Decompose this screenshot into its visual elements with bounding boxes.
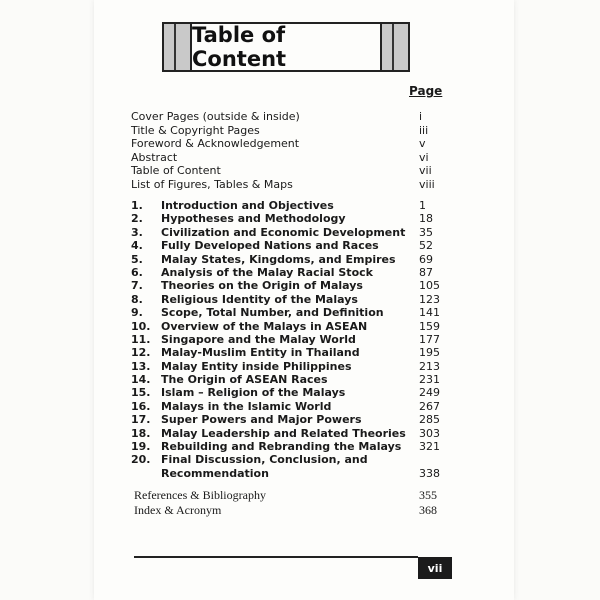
- chapter-page: 105: [419, 279, 440, 293]
- chapter-title: Singapore and the Malay World: [161, 332, 356, 346]
- chapter-title: Overview of the Malays in ASEAN: [161, 319, 368, 333]
- chapter-number: 14.: [131, 373, 151, 387]
- chapter-page: 267: [419, 399, 440, 413]
- chapter-number: 18.: [131, 426, 151, 440]
- chapter-entry: [131, 346, 440, 360]
- chapter-entry: [131, 386, 440, 400]
- chapter-page: 87: [419, 265, 433, 279]
- chapter-page: 35: [419, 225, 433, 239]
- chapter-entry: [131, 426, 440, 440]
- chapter-entry: [131, 319, 440, 333]
- chapter-number: 12.: [131, 346, 151, 360]
- entry-label: List of Figures, Tables & Maps: [131, 177, 293, 191]
- front-matter-list: [131, 110, 435, 192]
- chapter-number: 9.: [131, 306, 143, 320]
- chapter-page: 18: [419, 212, 433, 226]
- chapter-title: Fully Developed Nations and Races: [161, 239, 379, 253]
- chapter-page: 338: [419, 466, 440, 480]
- chapter-page: 213: [419, 359, 440, 373]
- toc-entry: [134, 488, 437, 503]
- toc-entry: [131, 137, 431, 151]
- chapter-title: Malays in the Islamic World: [161, 399, 332, 413]
- entry-page: vii: [419, 164, 432, 178]
- toc-entry: [131, 177, 435, 192]
- chapter-number: 19.: [131, 440, 151, 454]
- chapter-number: 16.: [131, 399, 151, 413]
- chapter-entry: [131, 199, 431, 212]
- chapter-number: 15.: [131, 386, 151, 400]
- chapter-entry: [131, 453, 440, 480]
- chapter-number: 5.: [131, 252, 143, 266]
- entry-label: Table of Content: [131, 164, 221, 178]
- chapter-page: 123: [419, 292, 440, 306]
- chapter-number: 11.: [131, 332, 151, 346]
- chapter-entry: [131, 266, 431, 279]
- chapter-entry: [131, 292, 440, 306]
- chapter-page: 177: [419, 332, 440, 346]
- entry-label: Cover Pages (outside & inside): [131, 110, 300, 123]
- entry-page: v: [419, 137, 426, 151]
- chapter-page: 141: [419, 306, 440, 320]
- chapter-number: 8.: [131, 292, 143, 306]
- chapter-page: 159: [419, 319, 440, 333]
- chapter-page: 52: [419, 239, 433, 253]
- entry-page: vi: [419, 150, 429, 164]
- chapter-number: 10.: [131, 319, 151, 333]
- chapter-number: 4.: [131, 239, 143, 253]
- chapter-page: 195: [419, 346, 440, 360]
- toc-entry: [134, 502, 437, 518]
- toc-entry: [131, 124, 431, 138]
- toc-entry: [131, 164, 431, 178]
- chapter-entry: [131, 413, 440, 427]
- chapter-entry: [131, 306, 440, 320]
- chapter-title: Malay States, Kingdoms, and Empires: [161, 252, 396, 266]
- chapter-title: Malay Entity inside Philippines: [161, 359, 352, 373]
- entry-page: 368: [419, 502, 437, 517]
- chapter-title: The Origin of ASEAN Races: [161, 373, 328, 387]
- chapter-number: 17.: [131, 413, 151, 427]
- chapter-title: Super Powers and Major Powers: [161, 413, 362, 427]
- chapter-entry: [131, 279, 440, 293]
- chapter-title-continued: Recommendation: [161, 466, 269, 480]
- chapter-entry: [131, 373, 440, 387]
- chapter-page: 249: [419, 386, 440, 400]
- entry-page: i: [419, 110, 423, 123]
- chapter-title: Malay-Muslim Entity in Thailand: [161, 346, 360, 360]
- chapter-number: 3.: [131, 225, 143, 239]
- chapter-entry: [131, 359, 440, 373]
- chapter-entry: [131, 332, 440, 346]
- entry-page: iii: [419, 123, 429, 137]
- entry-label: Abstract: [131, 150, 178, 164]
- page-folio: vii: [418, 557, 452, 579]
- chapter-title: Final Discussion, Conclusion, and: [161, 453, 368, 467]
- chapter-entry: [131, 399, 440, 413]
- chapter-entry: [131, 212, 431, 225]
- entry-label: Title & Copyright Pages: [131, 123, 260, 137]
- entry-label: Foreword & Acknowledgement: [131, 137, 300, 151]
- chapter-number: 1.: [131, 199, 143, 212]
- chapter-page: 1: [419, 199, 426, 212]
- title-box-right-ornament: [380, 24, 408, 70]
- title-box-left-ornament: [164, 24, 192, 70]
- chapter-entry: [131, 239, 431, 252]
- chapter-page: 321: [419, 440, 440, 454]
- chapter-number: 6.: [131, 265, 143, 279]
- toc-entry: [131, 110, 431, 124]
- chapter-number: 20.: [131, 453, 151, 467]
- toc-entry: [131, 151, 431, 165]
- page-title: Table of Content: [190, 24, 382, 70]
- chapter-title: Theories on the Origin of Malays: [161, 279, 363, 293]
- back-matter-list: [134, 488, 437, 517]
- chapter-title: Introduction and Objectives: [161, 199, 334, 212]
- page-column-header: Page: [409, 84, 443, 98]
- chapter-title: Islam – Religion of the Malays: [161, 386, 346, 400]
- chapter-number: 7.: [131, 279, 143, 293]
- entry-label: Index & Acronym: [134, 502, 222, 517]
- chapter-entry: [131, 440, 440, 454]
- chapter-entry: [131, 253, 431, 266]
- chapter-page: 285: [419, 413, 440, 427]
- chapter-title: Analysis of the Malay Racial Stock: [161, 265, 373, 279]
- footer-rule: [134, 556, 418, 558]
- entry-page: 355: [419, 488, 437, 502]
- entry-page: viii: [419, 177, 435, 191]
- chapter-page: 231: [419, 373, 440, 387]
- chapter-number: 13.: [131, 359, 151, 373]
- chapter-page: 303: [419, 426, 440, 440]
- chapter-title: Hypotheses and Methodology: [161, 212, 346, 226]
- chapter-title: Scope, Total Number, and Definition: [161, 306, 384, 320]
- entry-label: References & Bibliography: [134, 488, 266, 502]
- chapter-title: Rebuilding and Rebranding the Malays: [161, 440, 402, 454]
- chapter-title: Malay Leadership and Related Theories: [161, 426, 406, 440]
- chapter-entry: [131, 226, 431, 239]
- chapter-number: 2.: [131, 212, 143, 226]
- chapter-list: [131, 199, 440, 480]
- chapter-title: Religious Identity of the Malays: [161, 292, 358, 306]
- chapter-page: 69: [419, 252, 433, 266]
- chapter-title: Civilization and Economic Development: [161, 225, 406, 239]
- title-box: [162, 22, 410, 72]
